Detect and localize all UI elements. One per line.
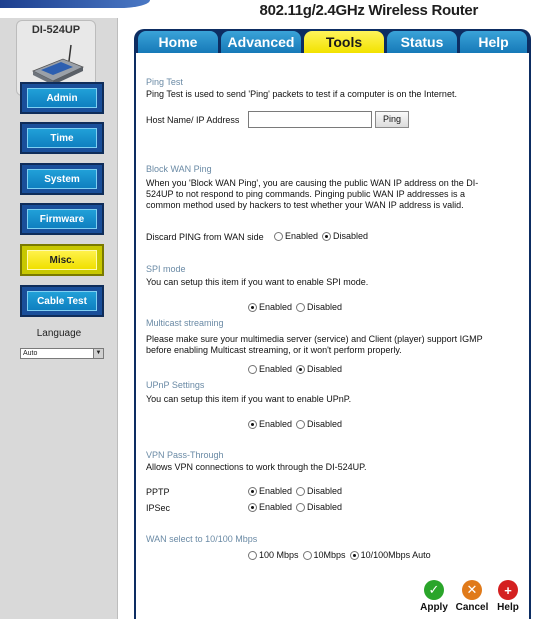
- ipsec-enabled-radio[interactable]: [248, 503, 257, 512]
- block-wan-ping-title: Block WAN Ping: [146, 164, 212, 174]
- upnp-enabled-radio[interactable]: [248, 420, 257, 429]
- wan-auto-radio[interactable]: [350, 551, 359, 560]
- multicast-enabled-radio[interactable]: [248, 365, 257, 374]
- nav-cable-test-button[interactable]: Cable Test: [20, 285, 104, 317]
- model-name: DI-524UP: [31, 24, 81, 36]
- tab-help[interactable]: Help: [460, 31, 527, 53]
- apply-button[interactable]: [416, 580, 452, 613]
- wan-100mbps-radio[interactable]: [248, 551, 257, 560]
- spi-mode-radio-group: Enabled Disabled: [248, 302, 344, 312]
- brand-swoosh: [0, 0, 150, 8]
- ping-test-title: Ping Test: [146, 77, 183, 87]
- nav-time-button[interactable]: Time: [20, 122, 104, 154]
- spi-enabled-radio[interactable]: [248, 303, 257, 312]
- tab-home[interactable]: Home: [138, 31, 218, 53]
- checkmark-icon: ✓: [424, 580, 444, 600]
- upnp-title: UPnP Settings: [146, 380, 205, 390]
- wan-10mbps-radio[interactable]: [303, 551, 312, 560]
- block-wan-ping-desc-2: 524UP to not respond to ping commands. Pinging public WAN IP addresses is a: [146, 189, 466, 199]
- upnp-description: You can setup this item if you want to enable UPnP.: [146, 394, 352, 404]
- upnp-radio-group: Enabled Disabled: [248, 419, 344, 429]
- tab-bar: [134, 29, 531, 53]
- ipsec-label: IPSec: [146, 503, 171, 513]
- vpn-description: Allows VPN connections to work through the DI-524UP.: [146, 462, 367, 472]
- plus-icon: +: [498, 580, 518, 600]
- page-title: 802.11g/2.4GHz Wireless Router: [259, 2, 478, 19]
- multicast-title: Multicast streaming: [146, 318, 224, 328]
- host-input[interactable]: [248, 111, 372, 128]
- nav-firmware-button[interactable]: Firmware: [20, 203, 104, 235]
- discard-ping-radio-group: Enabled Disabled: [274, 231, 370, 241]
- wan-speed-title: WAN select to 10/100 Mbps: [146, 534, 258, 544]
- cancel-button[interactable]: [454, 580, 490, 613]
- multicast-desc-2: before enabling Multicast streaming, or it won't perform properly.: [146, 345, 402, 355]
- cancel-x-icon: ✕: [462, 580, 482, 600]
- ping-test-description: Ping Test is used to send 'Ping' packets to test if a computer is on the Internet.: [146, 89, 457, 99]
- discard-ping-label: Discard PING from WAN side: [146, 232, 264, 242]
- nav-system-button[interactable]: System: [20, 163, 104, 195]
- language-select[interactable]: [20, 348, 104, 359]
- apply-label: Apply: [420, 602, 448, 613]
- spi-disabled-radio[interactable]: [296, 303, 305, 312]
- pptp-label: PPTP: [146, 487, 170, 497]
- spi-mode-description: You can setup this item if you want to enable SPI mode.: [146, 277, 369, 287]
- vpn-title: VPN Pass-Through: [146, 450, 224, 460]
- help-label: Help: [497, 602, 519, 613]
- multicast-radio-group: Enabled Disabled: [248, 364, 344, 374]
- nav-admin-button[interactable]: Admin: [20, 82, 104, 114]
- host-label: Host Name/ IP Address: [146, 115, 240, 125]
- wan-speed-radio-group: 100 Mbps 10Mbps 10/100Mbps Auto: [248, 550, 433, 560]
- ping-button[interactable]: Ping: [375, 111, 409, 128]
- pptp-radio-group: Enabled Disabled: [248, 486, 344, 496]
- block-wan-ping-desc-1: When you 'Block WAN Ping', you are causing the public WAN IP address on the DI-: [146, 178, 479, 188]
- discard-ping-disabled-radio[interactable]: [322, 232, 331, 241]
- spi-mode-title: SPI mode: [146, 264, 186, 274]
- tab-advanced[interactable]: Advanced: [221, 31, 301, 53]
- pptp-enabled-radio[interactable]: [248, 487, 257, 496]
- language-label: Language: [36, 328, 82, 339]
- tab-status[interactable]: Status: [387, 31, 457, 53]
- upnp-disabled-radio[interactable]: [296, 420, 305, 429]
- ipsec-disabled-radio[interactable]: [296, 503, 305, 512]
- nav-misc-button[interactable]: Misc.: [20, 244, 104, 276]
- multicast-disabled-radio[interactable]: [296, 365, 305, 374]
- chevron-down-icon: ▼: [93, 349, 103, 358]
- pptp-disabled-radio[interactable]: [296, 487, 305, 496]
- discard-ping-enabled-radio[interactable]: [274, 232, 283, 241]
- content-panel: [134, 53, 531, 619]
- help-button[interactable]: [490, 580, 526, 613]
- tab-tools[interactable]: Tools: [304, 31, 384, 53]
- block-wan-ping-desc-3: common method used by hackers to test whether your WAN IP address is valid.: [146, 200, 464, 210]
- language-value: Auto: [23, 350, 38, 357]
- ipsec-radio-group: Enabled Disabled: [248, 502, 344, 512]
- multicast-desc-1: Please make sure your multimedia server (service) and Client (player) support IGMP: [146, 334, 483, 344]
- sidebar: [0, 18, 118, 619]
- cancel-label: Cancel: [455, 602, 489, 613]
